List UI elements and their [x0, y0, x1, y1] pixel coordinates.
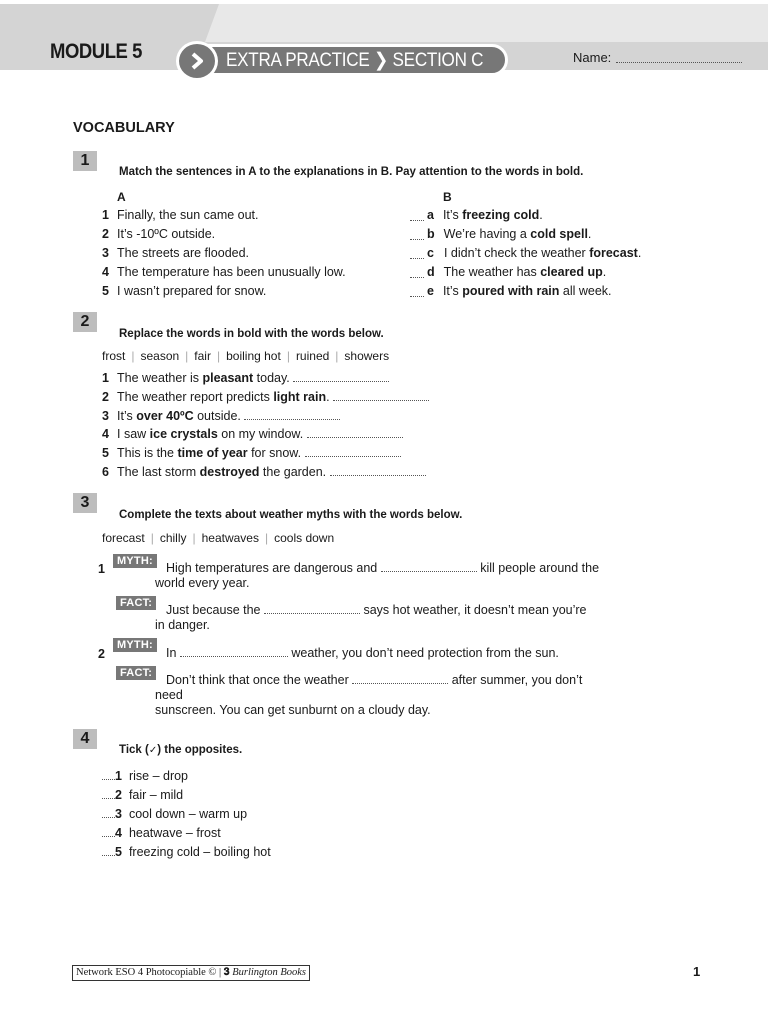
answer-blank[interactable]	[410, 277, 424, 278]
list-item: 4 heatwave – frost	[102, 826, 221, 840]
item-number: 2	[98, 647, 105, 661]
list-item: 4 I saw ice crystals on my window.	[102, 427, 403, 441]
answer-blank[interactable]	[410, 239, 424, 240]
tick-blank[interactable]	[102, 798, 115, 799]
myth-badge: MYTH:	[113, 638, 157, 652]
list-item: a It’s freezing cold.	[427, 208, 543, 222]
answer-blank[interactable]	[381, 571, 477, 572]
list-item: 5 This is the time of year for snow.	[102, 446, 401, 460]
column-a-heading: A	[117, 190, 126, 204]
exercise-2-instruction: Replace the words in bold with the words below.	[119, 328, 384, 340]
answer-blank[interactable]	[410, 296, 424, 297]
list-item: e It’s poured with rain all week.	[427, 284, 612, 298]
header-notch	[205, 4, 768, 42]
section-c-label: SECTION C	[392, 50, 484, 71]
list-item: 1 rise – drop	[102, 769, 188, 783]
myth-text: In weather, you don’t need protection from the sun.	[166, 646, 559, 660]
vocabulary-heading: VOCABULARY	[73, 120, 175, 136]
list-item: 1 Finally, the sun came out.	[102, 208, 259, 222]
list-item: 1 The weather is pleasant today.	[102, 371, 389, 385]
answer-blank[interactable]	[307, 437, 403, 438]
tick-icon: ✓	[148, 745, 158, 756]
fact-badge: FACT:	[116, 666, 156, 680]
name-label: Name:	[573, 50, 612, 65]
myth-text: High temperatures are dangerous and kill people around the	[166, 561, 600, 575]
list-item: 5 freezing cold – boiling hot	[102, 845, 271, 859]
word-bank: forecast | chilly | heatwaves | cools down	[102, 531, 335, 545]
answer-blank[interactable]	[264, 613, 360, 614]
answer-blank[interactable]	[244, 419, 340, 420]
list-item: 3 cool down – warm up	[102, 807, 247, 821]
chevron-circle-icon	[176, 41, 218, 81]
section-label: EXTRA PRACTICE	[226, 50, 370, 71]
fact-text: Just because the says hot weather, it doesn’t mean you’re	[166, 603, 587, 617]
module-title: MODULE 5	[50, 40, 142, 63]
list-item: 3 It’s over 40ºC outside.	[102, 409, 340, 423]
fact-badge: FACT:	[116, 596, 156, 610]
fact-text-line3: sunscreen. You can get sunburnt on a cloudy day.	[155, 703, 431, 717]
fact-text: Don’t think that once the weather after summer, you don’t	[166, 673, 583, 687]
list-item: d The weather has cleared up.	[427, 265, 607, 279]
page-number: 1	[693, 964, 701, 979]
exercise-1-instruction: Match the sentences in A to the explanations in B. Pay attention to the words in bold.	[119, 166, 584, 178]
list-item: 6 The last storm destroyed the garden.	[102, 465, 426, 479]
footer-credit: Network ESO 4 Photocopiable © | 𝟑 Burlington Books	[72, 965, 310, 981]
publisher-logo-icon: 𝟑	[223, 967, 233, 978]
list-item: 2 It’s -10ºC outside.	[102, 227, 216, 241]
exercise-3-instruction: Complete the texts about weather myths with the words below.	[119, 509, 463, 521]
myth-badge: MYTH:	[113, 554, 157, 568]
item-number: 1	[98, 562, 105, 576]
tick-blank[interactable]	[102, 817, 115, 818]
answer-blank[interactable]	[330, 475, 426, 476]
section-title	[226, 49, 483, 72]
answer-blank[interactable]	[293, 381, 389, 382]
tick-blank[interactable]	[102, 855, 115, 856]
list-item: 2 fair – mild	[102, 788, 183, 802]
column-b-heading: B	[443, 190, 452, 204]
answer-blank[interactable]	[305, 456, 401, 457]
myth-text-line2: world every year.	[155, 576, 250, 590]
word-bank: frost | season | fair | boiling hot | ruined | showers	[102, 349, 390, 363]
tick-blank[interactable]	[102, 779, 115, 780]
list-item: 2 The weather report predicts light rain.	[102, 390, 429, 404]
exercise-2-number: 2	[73, 312, 97, 332]
chevron-right-icon: ❯	[373, 50, 389, 71]
answer-blank[interactable]	[333, 400, 429, 401]
fact-text-line2: in danger.	[155, 618, 210, 632]
name-field[interactable]	[616, 62, 742, 63]
exercise-1-number: 1	[73, 151, 97, 171]
exercise-4-instruction: Tick (✓) the opposites.	[119, 744, 243, 756]
answer-blank[interactable]	[352, 683, 448, 684]
list-item: 4 The temperature has been unusually low.	[102, 265, 346, 279]
list-item: b We’re having a cold spell.	[427, 227, 592, 241]
list-item: 5 I wasn’t prepared for snow.	[102, 284, 267, 298]
answer-blank[interactable]	[410, 220, 424, 221]
tick-blank[interactable]	[102, 836, 115, 837]
list-item: c I didn’t check the weather forecast.	[427, 246, 642, 260]
answer-blank[interactable]	[180, 656, 288, 657]
fact-text-line2: need	[155, 688, 183, 702]
exercise-4-number: 4	[73, 729, 97, 749]
exercise-3-number: 3	[73, 493, 97, 513]
answer-blank[interactable]	[410, 258, 424, 259]
list-item: 3 The streets are flooded.	[102, 246, 250, 260]
